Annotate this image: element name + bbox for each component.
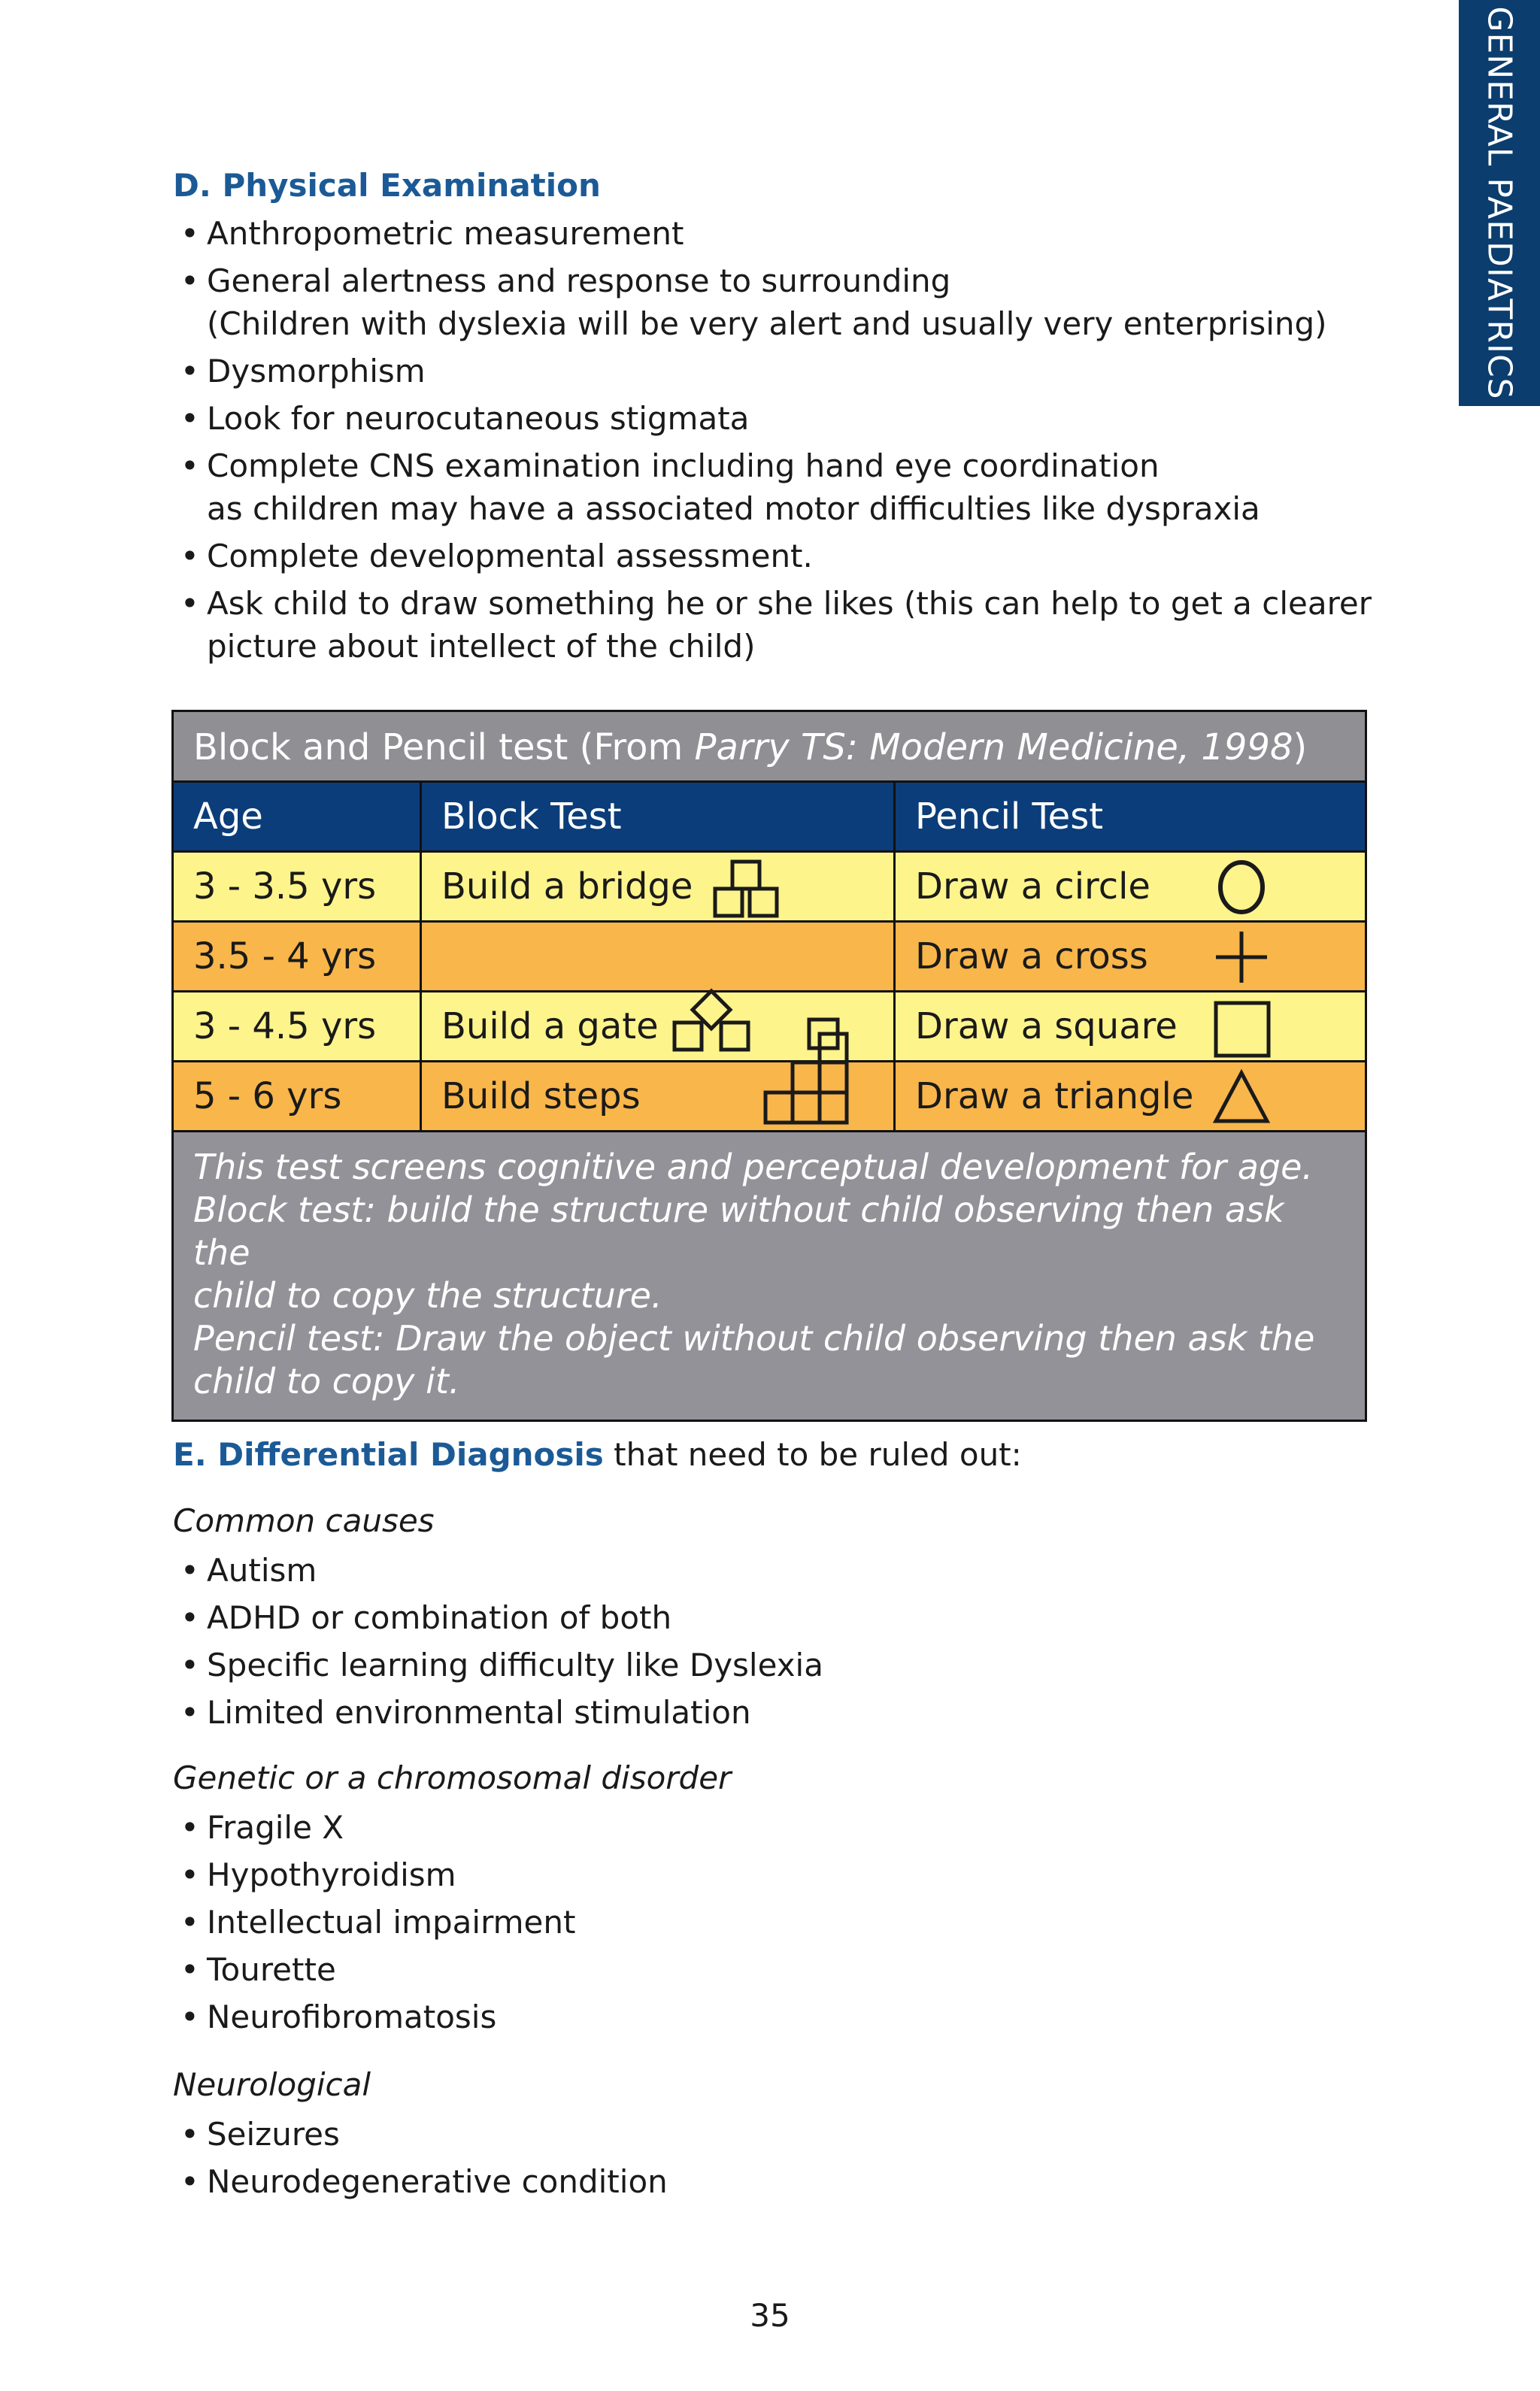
- table-row: [174, 923, 1365, 992]
- header-pencil-test: Pencil Test: [915, 795, 1104, 838]
- list-item-continuation: as children may have a associated motor difficulties like dyspraxia: [207, 490, 1260, 527]
- block-cell: Build a bridge: [422, 853, 896, 920]
- genetic-disorder-list: [173, 1806, 575, 2043]
- cross-icon: [1211, 926, 1272, 989]
- age-cell: 3.5 - 4 yrs: [174, 923, 422, 990]
- triangle-icon: [1210, 1065, 1273, 1129]
- list-item: • Limited environmental stimulation: [173, 1691, 823, 1734]
- gate-blocks-icon: [670, 985, 768, 1060]
- table-note: This test screens cognitive and perceptual development for age. Block test: build the structure without child observing then ask the child to copy the structure. Pencil test: Draw the object without child observing then ask the child to copy it.: [174, 1132, 1365, 1420]
- block-cell: [422, 923, 896, 990]
- list-item: • Fragile X: [173, 1806, 575, 1849]
- block-cell: Build steps: [422, 1062, 896, 1130]
- pencil-cell: Draw a circle: [896, 853, 1365, 920]
- group-label: Neurological: [173, 2066, 371, 2103]
- list-item: • Neurofibromatosis: [173, 1996, 575, 2038]
- table-row: [174, 853, 1365, 923]
- list-item: • Specific learning difficulty like Dyslexia: [173, 1644, 823, 1686]
- side-tab-label: GENERAL PAEDIATRICS: [1480, 6, 1519, 400]
- group-label: Common causes: [173, 1502, 435, 1539]
- list-item: • ADHD or combination of both: [173, 1596, 823, 1639]
- block-pencil-test-table: [171, 710, 1367, 1422]
- list-item: • Hypothyroidism: [173, 1853, 575, 1896]
- pencil-cell: Draw a square: [896, 992, 1365, 1060]
- group-label: Genetic or a chromosomal disorder: [173, 1759, 732, 1796]
- list-item: • Look for neurocutaneous stigmata: [173, 397, 1376, 440]
- age-cell: 3 - 3.5 yrs: [174, 853, 422, 920]
- block-cell: Build a gate: [422, 992, 896, 1060]
- pencil-cell: Draw a cross: [896, 923, 1365, 990]
- list-item-continuation: (Children with dyslexia will be very alert and usually very enterprising): [207, 305, 1327, 342]
- section-side-tab: [1459, 0, 1540, 406]
- common-causes-list: [173, 1549, 823, 1738]
- square-icon: [1211, 997, 1272, 1060]
- page-number: 35: [750, 2297, 790, 2334]
- pencil-cell: Draw a triangle: [896, 1062, 1365, 1130]
- list-item: • Dysmorphism: [173, 350, 1376, 392]
- section-e-heading: E. Differential Diagnosis that need to be ruled out:: [173, 1436, 1022, 1473]
- list-item: • General alertness and response to surrounding: [173, 259, 1376, 302]
- header-age: Age: [174, 783, 422, 850]
- age-cell: 3 - 4.5 yrs: [174, 992, 422, 1060]
- table-caption: Block and Pencil test (From Parry TS: Modern Medicine, 1998): [174, 712, 1365, 783]
- list-item: • Anthropometric measurement: [173, 212, 1376, 255]
- list-item: • Neurodegenerative condition: [173, 2160, 668, 2203]
- list-item: • Tourette: [173, 1948, 575, 1991]
- list-item: • Ask child to draw something he or she likes (this can help to get a clearer: [173, 582, 1376, 625]
- table-header-row: [174, 783, 1365, 853]
- list-item: • Seizures: [173, 2113, 668, 2156]
- section-d-heading: D. Physical Examination: [173, 167, 601, 204]
- circle-icon: [1211, 856, 1272, 919]
- list-item: • Intellectual impairment: [173, 1901, 575, 1944]
- neurological-list: [173, 2113, 668, 2208]
- header-block-test: Block Test: [422, 783, 896, 850]
- list-item: • Autism: [173, 1549, 823, 1592]
- list-item: • Complete CNS examination including hand eye coordination: [173, 444, 1376, 487]
- bridge-blocks-icon: [708, 857, 798, 920]
- list-item: • Complete developmental assessment.: [173, 535, 1376, 577]
- table-row: [174, 1062, 1365, 1132]
- list-item-continuation: picture about intellect of the child): [207, 628, 756, 665]
- age-cell: 5 - 6 yrs: [174, 1062, 422, 1130]
- steps-blocks-icon: [756, 1028, 854, 1129]
- physical-exam-list: [173, 212, 1376, 672]
